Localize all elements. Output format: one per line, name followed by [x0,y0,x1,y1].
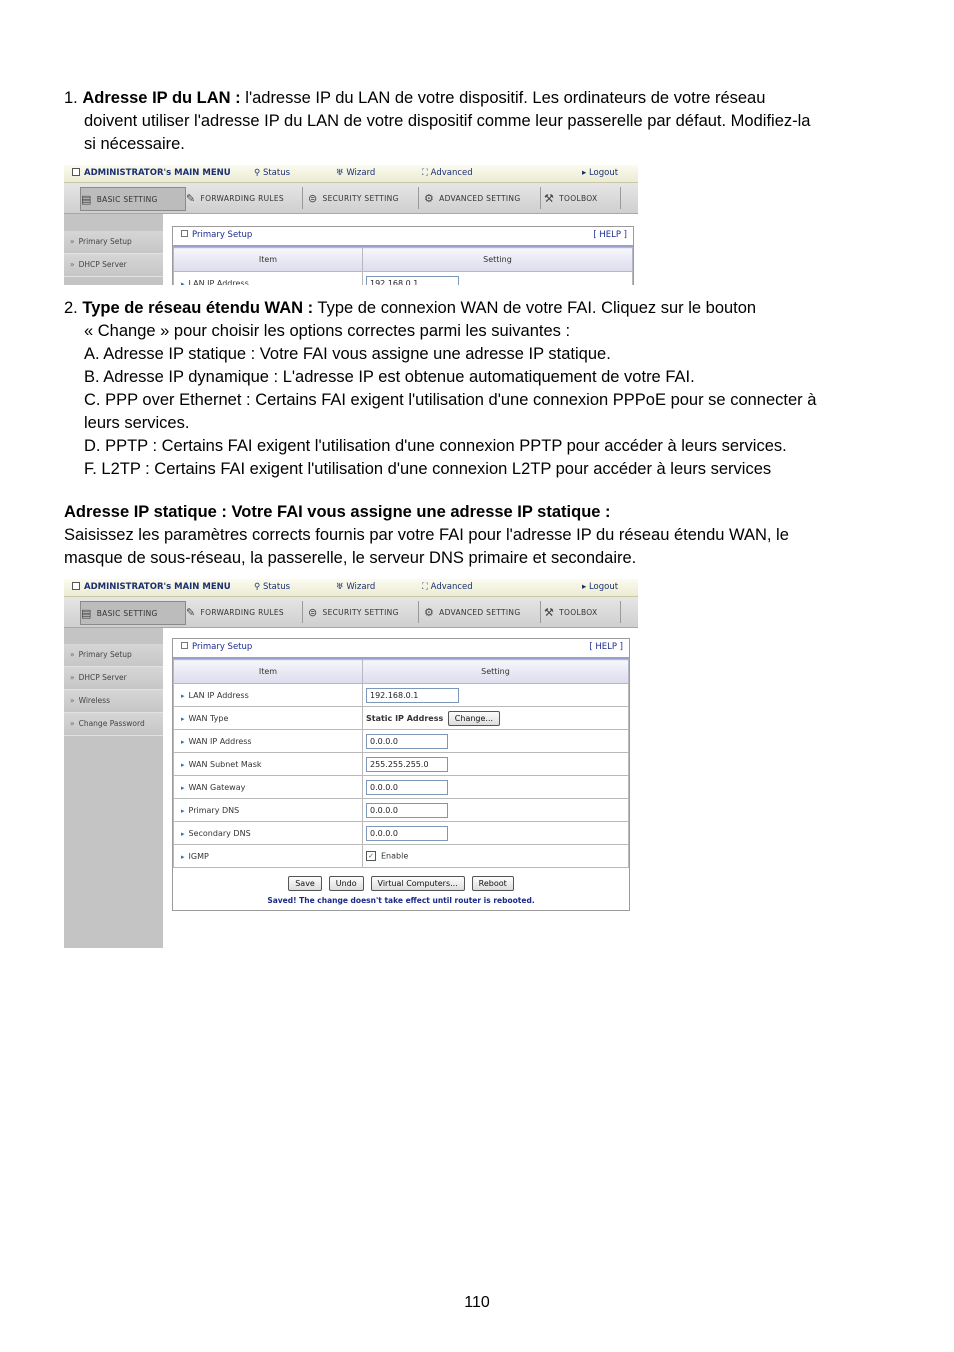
wan-subnet-mask-input[interactable]: 255.255.255.0 [366,757,448,772]
tab-toolbox[interactable]: ⚒ TOOLBOX [544,187,621,209]
secondary-dns-input[interactable]: 0.0.0.0 [366,826,448,841]
paragraph-line: « Change » pour choisir les options correctes parmi les suivantes : [84,322,571,340]
tab-security-setting[interactable]: ⊜ SECURITY SETTING [308,187,419,209]
reboot-button[interactable]: Reboot [472,876,514,891]
igmp-enable-label: Enable [381,851,409,861]
router-screenshot-full [64,579,638,948]
primary-setup-panel [172,638,630,911]
security-icon: ⊜ [308,605,318,619]
folder-icon: ▤ [81,192,92,206]
table-row [174,272,633,286]
advanced-icon: ⛶ [422,582,431,592]
panel-footer [173,868,629,910]
advanced-setting-icon: ⚙ [424,191,435,205]
wizard-icon: ♅ [336,168,347,178]
sidebar-item-primary-setup[interactable]: » Primary Setup [64,644,163,667]
menu-box-icon [72,582,80,590]
menu-box-icon [72,168,80,176]
settings-table [173,659,629,868]
wan-ip-label: ▸ WAN IP Address [174,730,363,753]
sidebar-item-dhcp-server[interactable]: » DHCP Server [64,254,163,277]
panel-header [173,639,629,659]
tab-toolbox[interactable]: ⚒ TOOLBOX [544,601,621,623]
paragraph-line: doivent utiliser l'adresse IP du LAN de votre dispositif comme leur passerelle par défaut. Modifiez-la [84,112,811,130]
forward-icon: ✎ [186,605,196,619]
tab-forwarding-rules[interactable]: ✎ FORWARDING RULES [186,601,303,623]
toolbox-icon: ⚒ [544,605,555,619]
wan-gateway-input[interactable]: 0.0.0.0 [366,780,448,795]
sidebar [64,214,163,285]
advanced-icon: ⛶ [422,168,431,178]
table-row [174,753,629,776]
option-item: F. L2TP : Certains FAI exigent l'utilisation d'une connexion L2TP pour accéder à leurs services [84,460,772,478]
igmp-checkbox[interactable]: ✓ [366,851,376,861]
panel-header [173,227,633,247]
paragraph-line: masque de sous-réseau, la passerelle, le serveur DNS primaire et secondaire. [64,549,637,567]
chevron-right-icon: ▸ [582,168,589,178]
primary-setup-panel [172,226,634,285]
wizard-icon: ♅ [336,582,347,592]
lan-ip-label: ▸ LAN IP Address [174,684,363,707]
tab-basic-setting[interactable]: ▤ BASIC SETTING [80,187,186,211]
toolbox-icon: ⚒ [544,191,555,205]
status-icon: ⚲ [254,582,263,592]
option-item: D. PPTP : Certains FAI exigent l'utilisation d'une connexion PPTP pour accéder à leurs services. [84,437,787,455]
primary-dns-label: ▸ Primary DNS [174,799,363,822]
table-row [174,684,629,707]
panel-title: Primary Setup [181,642,252,652]
option-item: C. PPP over Ethernet : Certains FAI exigent l'utilisation d'une connexion PPPoE pour se connecter à [84,391,817,409]
term-label: Type de réseau étendu WAN : [82,299,314,317]
section-lan-ip [64,87,900,156]
list-number: 2. [64,299,78,317]
help-link[interactable]: [ HELP ] [593,230,627,240]
advanced-link[interactable]: ⛶ Advanced [422,168,473,178]
content-area [64,214,638,285]
tab-security-setting[interactable]: ⊜ SECURITY SETTING [308,601,419,623]
page-number: 110 [464,1294,490,1311]
term-text: Type de connexion WAN de votre FAI. Cliquez sur le bouton [313,299,757,317]
lan-ip-input[interactable]: 192.168.0.1 [366,276,459,286]
status-link[interactable]: ⚲ Status [254,582,291,592]
tab-advanced-setting[interactable]: ⚙ ADVANCED SETTING [424,187,541,209]
main-menu-link[interactable]: ADMINISTRATOR's MAIN MENU [84,168,231,178]
logout-link[interactable]: ▸ Logout [582,168,619,178]
wan-gateway-label: ▸ WAN Gateway [174,776,363,799]
advanced-link[interactable]: ⛶ Advanced [422,582,473,592]
table-row [174,845,629,868]
column-item: Item [174,248,363,272]
save-button[interactable]: Save [288,876,322,891]
igmp-label: ▸ IGMP [174,845,363,868]
column-setting: Setting [363,660,629,684]
main-menu-link[interactable]: ADMINISTRATOR's MAIN MENU [84,582,231,592]
wan-type-value: Static IP Address [366,713,444,723]
lan-ip-input[interactable]: 192.168.0.1 [366,688,459,703]
table-row [174,822,629,845]
table-row [174,730,629,753]
list-number: 1. [64,89,78,107]
section-static-ip [64,501,900,570]
tab-basic-setting[interactable]: ▤ BASIC SETTING [80,601,186,625]
folder-icon: ▤ [81,606,92,620]
option-item: A. Adresse IP statique : Votre FAI vous assigne une adresse IP statique. [84,345,611,363]
tab-bar [64,597,638,628]
wizard-link[interactable]: ♅ Wizard [336,582,376,592]
panel-title: Primary Setup [181,230,252,240]
security-icon: ⊜ [308,191,318,205]
wan-ip-input[interactable]: 0.0.0.0 [366,734,448,749]
table-header [174,660,629,684]
change-button[interactable]: Change... [448,711,500,726]
table-row [174,707,629,730]
lan-ip-label: ▸ LAN IP Address [174,272,363,286]
forward-icon: ✎ [186,191,196,205]
main-menu-bar [64,579,638,597]
wizard-link[interactable]: ♅ Wizard [336,168,376,178]
content-area [64,628,638,948]
sidebar-item-wireless[interactable]: » Wireless [64,690,163,713]
secondary-dns-label: ▸ Secondary DNS [174,822,363,845]
sidebar-item-primary-setup[interactable]: » Primary Setup [64,231,163,254]
status-icon: ⚲ [254,168,263,178]
main-menu-bar [64,165,638,183]
section-heading: Adresse IP statique : Votre FAI vous assigne une adresse IP statique : [64,503,611,521]
status-link[interactable]: ⚲ Status [254,168,291,178]
option-item: B. Adresse IP dynamique : L'adresse IP est obtenue automatiquement de votre FAI. [84,368,695,386]
wan-type-label: ▸ WAN Type [174,707,363,730]
table-row [174,799,629,822]
term-text: l'adresse IP du LAN de votre dispositif. Les ordinateurs de votre réseau [240,89,766,107]
reboot-notice: Saved! The change doesn't take effect until router is rebooted. [267,896,535,905]
sidebar-item-dhcp-server[interactable]: » DHCP Server [64,667,163,690]
primary-dns-input[interactable]: 0.0.0.0 [366,803,448,818]
table-row [174,776,629,799]
sidebar [64,628,163,948]
sidebar-item-change-password[interactable]: » Change Password [64,713,163,736]
tab-forwarding-rules[interactable]: ✎ FORWARDING RULES [186,187,303,209]
settings-table [173,247,633,285]
table-header [174,248,633,272]
section-wan-type [64,297,900,481]
virtual-computers-button[interactable]: Virtual Computers... [371,876,465,891]
column-item: Item [174,660,363,684]
term-label: Adresse IP du LAN : [82,89,241,107]
wan-subnet-mask-label: ▸ WAN Subnet Mask [174,753,363,776]
option-item: leurs services. [84,414,190,432]
paragraph-line: si nécessaire. [84,135,185,153]
undo-button[interactable]: Undo [329,876,364,891]
router-screenshot-cropped [64,165,638,285]
help-link[interactable]: [ HELP ] [589,642,623,652]
column-setting: Setting [363,248,633,272]
advanced-setting-icon: ⚙ [424,605,435,619]
paragraph-line: Saisissez les paramètres corrects fournis par votre FAI pour l'adresse IP du réseau étendu WAN, le [64,526,789,544]
logout-link[interactable]: ▸ Logout [582,582,619,592]
tab-bar [64,183,638,214]
chevron-right-icon: ▸ [582,582,589,592]
tab-advanced-setting[interactable]: ⚙ ADVANCED SETTING [424,601,541,623]
